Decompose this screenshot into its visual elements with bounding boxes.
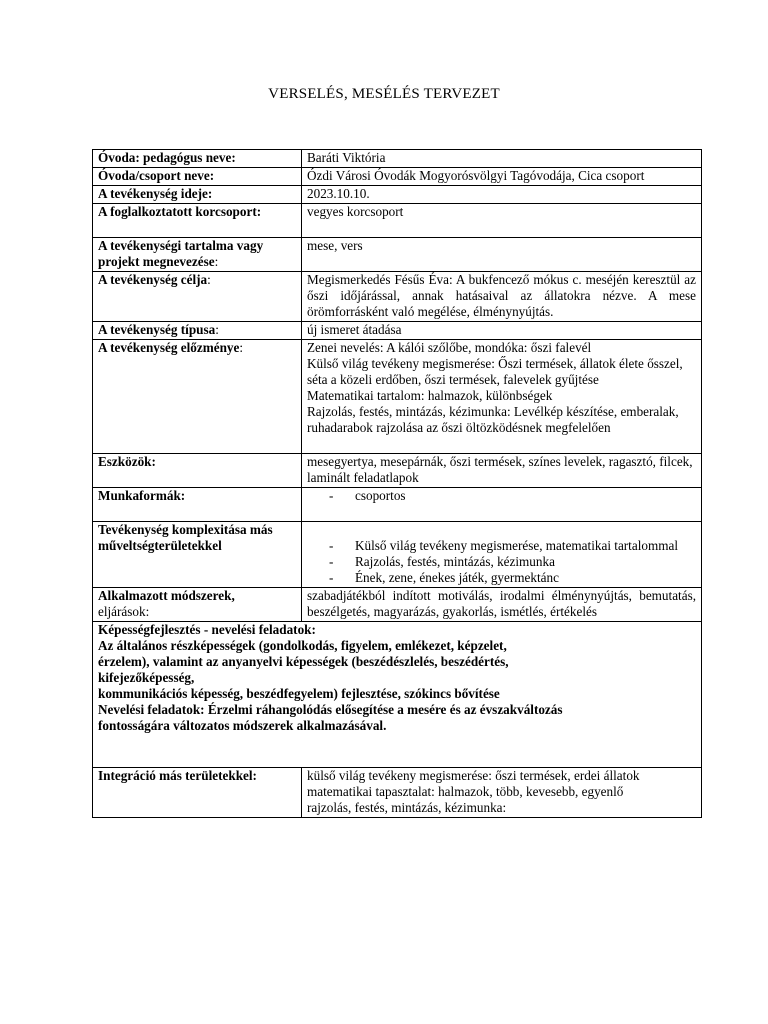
- row-label: A tevékenység előzménye:: [93, 340, 302, 454]
- row-value: [302, 522, 702, 588]
- row-label: Integráció más területekkel:: [93, 768, 302, 818]
- row-label: Munkaformák:: [93, 488, 302, 522]
- list-item: - csoportos: [329, 488, 406, 503]
- row-value: mese, vers: [302, 238, 702, 272]
- table-row: [93, 168, 702, 186]
- row-label: Tevékenység komplexitása más műveltségterületekkel: [93, 522, 302, 588]
- list-item: matematikai tapasztalat: halmazok, több, kevesebb, egyenlő: [307, 784, 624, 799]
- table-row: [93, 488, 702, 522]
- table-row: [93, 340, 702, 454]
- row-label: A tevékenység típusa:: [93, 322, 302, 340]
- list-item: Matematikai tartalom: halmazok, különbségek: [307, 388, 553, 403]
- table-row: [93, 272, 702, 322]
- row-label: Óvoda/csoport neve:: [93, 168, 302, 186]
- row-value: szabadjátékból indított motiválás, irodalmi élménynyújtás, bemutatás, beszélgetés, magyarázás, gyakorlás, ismétlés, értékelés: [302, 588, 702, 622]
- dash-marker: -: [329, 538, 334, 553]
- dash-marker: -: [329, 554, 334, 569]
- table-row: [93, 522, 702, 588]
- list-item: Rajzolás, festés, mintázás, kézimunka: Levélkép készítése, emberalak, ruhadarabok rajzolása az őszi öltözködésnek megfelelően: [307, 404, 679, 435]
- table-row: [93, 322, 702, 340]
- list-item: - Rajzolás, festés, mintázás, kézimunka: [329, 554, 555, 569]
- table-row: [93, 204, 702, 238]
- row-value: vegyes korcsoport: [302, 204, 702, 238]
- row-label: Eszközök:: [93, 454, 302, 488]
- table-row: [93, 186, 702, 204]
- table-row: [93, 238, 702, 272]
- table-row: [93, 768, 702, 818]
- row-value: [302, 340, 702, 454]
- skills-development-cell: Képességfejlesztés - nevelési feladatok: Az általános részképességek (gondolkodás, figyelem, emlékezet, képzelet, érzelem), valamint az anyanyelvi képességek (beszédészlelés, beszédértés, kifejezőképesség, kommunikációs képesség, beszédfegyelem) fejlesztése, szókincs bővítése Nevelési feladatok: Érzelmi ráhangolódás elősegítése a mesére és az évszakváltozás fontosságára változatos módszerek alkalmazásával.: [93, 622, 702, 768]
- list-item: külső világ tevékeny megismerése: őszi termések, erdei állatok: [307, 768, 640, 783]
- dash-marker: -: [329, 570, 334, 585]
- list-item: - Külső világ tevékeny megismerése, matematikai tartalommal: [329, 538, 678, 553]
- list-item: - Ének, zene, énekes játék, gyermektánc: [329, 570, 559, 585]
- row-value: 2023.10.10.: [302, 186, 702, 204]
- row-value: [302, 488, 702, 522]
- plan-table: [92, 149, 702, 818]
- row-label: A tevékenység célja:: [93, 272, 302, 322]
- table-row: [93, 150, 702, 168]
- row-value: Ózdi Városi Óvodák Mogyorósvölgyi Tagóvodája, Cica csoport: [302, 168, 702, 186]
- row-value: [302, 768, 702, 818]
- table-row: [93, 454, 702, 488]
- row-value: Baráti Viktória: [302, 150, 702, 168]
- row-label: Óvoda: pedagógus neve:: [93, 150, 302, 168]
- dash-marker: -: [329, 488, 334, 503]
- list-item: Zenei nevelés: A kálói szőlőbe, mondóka: őszi falevél: [307, 340, 592, 355]
- row-value: mesegyertya, mesepárnák, őszi termések, színes levelek, ragasztó, filcek, laminált feladatlapok: [302, 454, 702, 488]
- row-value: Megismerkedés Fésűs Éva: A bukfencező mókus c. meséjén keresztül az őszi időjárással, annak hatásaival az állatokra nézve. A mese örömforrásként való megélése, élménynyújtás.: [302, 272, 702, 322]
- row-label: Alkalmazott módszerek, eljárások:: [93, 588, 302, 622]
- row-label: A foglalkoztatott korcsoport:: [93, 204, 302, 238]
- row-value: új ismeret átadása: [302, 322, 702, 340]
- row-label: A tevékenységi tartalma vagy projekt megnevezése:: [93, 238, 302, 272]
- row-label: A tevékenység ideje:: [93, 186, 302, 204]
- document-title: VERSELÉS, MESÉLÉS TERVEZET: [268, 86, 500, 102]
- list-item: rajzolás, festés, mintázás, kézimunka:: [307, 800, 507, 815]
- table-row: [93, 588, 702, 622]
- table-row: [93, 622, 702, 768]
- list-item: Külső világ tevékeny megismerése: Őszi termések, állatok élete ősszel, séta a közeli erdőben, őszi termések, falevelek gyűjtése: [307, 356, 683, 387]
